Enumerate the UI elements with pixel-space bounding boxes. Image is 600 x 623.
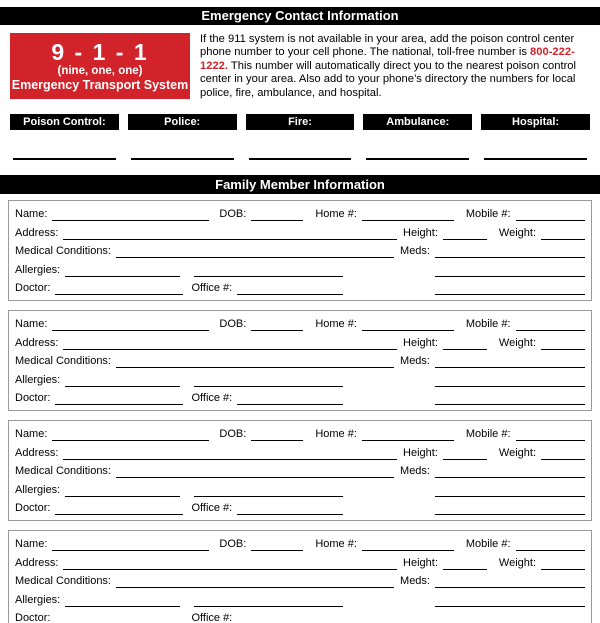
medical-conditions-row	[15, 575, 585, 588]
address-row	[15, 447, 585, 460]
height-label: Height:	[403, 556, 438, 569]
medical-conditions-line[interactable]	[116, 245, 394, 258]
medical-conditions-row	[15, 465, 585, 478]
office-number-line[interactable]	[237, 612, 343, 623]
address-line[interactable]	[63, 447, 397, 460]
allergies-line[interactable]	[65, 594, 180, 607]
address-label: Address:	[15, 336, 59, 349]
allergies-label: Allergies:	[15, 263, 61, 276]
office-number-label: Office #:	[191, 502, 233, 515]
weight-label: Weight:	[498, 336, 536, 349]
ambulance-line[interactable]	[366, 158, 469, 160]
911-words: (nine, one, one)	[57, 65, 143, 77]
medical-conditions-line[interactable]	[116, 465, 394, 478]
address-row	[15, 337, 585, 350]
dob-line[interactable]	[251, 208, 303, 221]
home-number-label: Home #:	[315, 428, 357, 441]
emergency-contacts-writein-row	[13, 158, 587, 160]
weight-line[interactable]	[541, 447, 585, 460]
address-row	[15, 227, 585, 240]
meds-line-2[interactable]	[435, 594, 585, 607]
spacer	[343, 502, 435, 515]
office-number-label: Office #:	[191, 282, 233, 295]
hospital-label: Hospital:	[481, 114, 590, 130]
poison-control-phone-number: 800-222-1222.	[200, 46, 575, 72]
doctor-label: Doctor:	[15, 392, 51, 405]
office-number-label: Office #:	[191, 392, 233, 405]
spacer	[343, 612, 435, 623]
police-line[interactable]	[131, 158, 234, 160]
doctor-line[interactable]	[55, 282, 183, 295]
name-line[interactable]	[52, 428, 209, 441]
doctor-row	[15, 282, 585, 295]
weight-label: Weight:	[498, 556, 536, 569]
911-badge	[10, 33, 190, 99]
dob-line[interactable]	[251, 538, 303, 551]
height-label: Height:	[403, 446, 438, 459]
name-row	[15, 428, 585, 441]
home-number-line[interactable]	[362, 428, 454, 441]
family-members-list	[8, 200, 592, 623]
name-label: Name:	[15, 318, 48, 331]
weight-label: Weight:	[498, 446, 536, 459]
allergies-label: Allergies:	[15, 483, 61, 496]
family-member-block	[8, 420, 592, 521]
allergies-line-2[interactable]	[194, 484, 343, 497]
fire-line[interactable]	[249, 158, 352, 160]
office-number-label: Office #:	[191, 612, 233, 623]
meds-line-3[interactable]	[435, 282, 585, 295]
office-number-line[interactable]	[237, 282, 343, 295]
dob-label: DOB:	[219, 428, 247, 441]
hospital-line[interactable]	[484, 158, 587, 160]
allergies-line[interactable]	[65, 374, 180, 387]
allergies-label: Allergies:	[15, 373, 61, 386]
doctor-label: Doctor:	[15, 502, 51, 515]
info-text-after: This number will automatically direct you to the nearest poison control center in your area. Also add to your phone’s directory the numbers for local police, fire, ambulance, and hospital.	[200, 59, 577, 99]
medical-conditions-label: Medical Conditions:	[15, 575, 111, 588]
allergies-line[interactable]	[65, 484, 180, 497]
meds-line-3[interactable]	[435, 612, 585, 623]
dob-label: DOB:	[219, 538, 247, 551]
meds-line-2[interactable]	[435, 484, 585, 497]
emergency-contacts-labels-row	[10, 114, 590, 130]
911-subtitle: Emergency Transport System	[11, 78, 189, 92]
address-label: Address:	[15, 226, 59, 239]
weight-label: Weight:	[498, 226, 536, 239]
meds-label: Meds:	[400, 245, 430, 258]
mobile-number-label: Mobile #:	[465, 538, 511, 551]
weight-line[interactable]	[541, 557, 585, 570]
home-number-label: Home #:	[315, 208, 357, 221]
medical-conditions-line[interactable]	[116, 575, 394, 588]
doctor-label: Doctor:	[15, 282, 51, 295]
dob-label: DOB:	[219, 318, 247, 331]
home-number-label: Home #:	[315, 318, 357, 331]
allergies-line-2[interactable]	[194, 594, 343, 607]
medical-conditions-label: Medical Conditions:	[15, 355, 111, 368]
name-row	[15, 538, 585, 551]
medical-conditions-label: Medical Conditions:	[15, 465, 111, 478]
fire-label: Fire:	[246, 114, 355, 130]
family-member-title: Family Member Information	[215, 177, 385, 193]
poison-control-label: Poison Control:	[10, 114, 119, 130]
name-label: Name:	[15, 208, 48, 221]
mobile-number-line[interactable]	[516, 208, 585, 221]
medical-conditions-row	[15, 355, 585, 368]
911-number: 9 - 1 - 1	[51, 39, 149, 65]
dob-line[interactable]	[251, 318, 303, 331]
allergies-line-2[interactable]	[194, 264, 343, 277]
spacer	[343, 594, 435, 607]
family-member-header-bar	[0, 175, 600, 194]
allergies-line-2[interactable]	[194, 374, 343, 387]
office-number-line[interactable]	[237, 392, 343, 405]
name-row	[15, 208, 585, 221]
family-member-block	[8, 310, 592, 411]
office-number-line[interactable]	[237, 502, 343, 515]
name-line[interactable]	[52, 538, 209, 551]
weight-line[interactable]	[541, 227, 585, 240]
address-row	[15, 557, 585, 570]
emergency-contact-title: Emergency Contact Information	[201, 8, 399, 23]
allergies-label: Allergies:	[15, 593, 61, 606]
meds-line-2[interactable]	[435, 264, 585, 277]
doctor-row	[15, 502, 585, 515]
allergies-row	[15, 594, 585, 607]
meds-line-3[interactable]	[435, 392, 585, 405]
family-member-block	[8, 530, 592, 623]
meds-line[interactable]	[435, 245, 585, 258]
mobile-number-label: Mobile #:	[465, 318, 511, 331]
mobile-number-line[interactable]	[516, 318, 585, 331]
emergency-contact-header-bar	[0, 7, 600, 25]
spacer	[343, 282, 435, 295]
address-label: Address:	[15, 446, 59, 459]
height-line[interactable]	[443, 557, 487, 570]
allergies-row	[15, 484, 585, 497]
meds-line[interactable]	[435, 575, 585, 588]
spacer	[343, 484, 435, 497]
height-label: Height:	[403, 336, 438, 349]
emergency-info-section	[10, 33, 590, 100]
name-row	[15, 318, 585, 331]
doctor-row	[15, 612, 585, 623]
spacer	[343, 264, 435, 277]
medical-conditions-label: Medical Conditions:	[15, 245, 111, 258]
home-number-label: Home #:	[315, 538, 357, 551]
mobile-number-label: Mobile #:	[465, 208, 511, 221]
meds-label: Meds:	[400, 465, 430, 478]
poison-control-line[interactable]	[13, 158, 116, 160]
doctor-line[interactable]	[55, 392, 183, 405]
doctor-row	[15, 392, 585, 405]
height-line[interactable]	[443, 447, 487, 460]
allergies-row	[15, 264, 585, 277]
dob-label: DOB:	[219, 208, 247, 221]
ambulance-label: Ambulance:	[363, 114, 472, 130]
allergies-line[interactable]	[65, 264, 180, 277]
height-line[interactable]	[443, 227, 487, 240]
home-number-line[interactable]	[362, 538, 454, 551]
height-label: Height:	[403, 226, 438, 239]
address-label: Address:	[15, 556, 59, 569]
medical-conditions-row	[15, 245, 585, 258]
poison-control-info-text	[200, 33, 590, 100]
name-line[interactable]	[52, 208, 209, 221]
meds-label: Meds:	[400, 355, 430, 368]
meds-label: Meds:	[400, 575, 430, 588]
spacer	[343, 392, 435, 405]
meds-line-2[interactable]	[435, 374, 585, 387]
dob-line[interactable]	[251, 428, 303, 441]
spacer	[343, 374, 435, 387]
height-line[interactable]	[443, 337, 487, 350]
name-label: Name:	[15, 428, 48, 441]
address-line[interactable]	[63, 337, 397, 350]
address-line[interactable]	[63, 227, 397, 240]
doctor-label: Doctor:	[15, 612, 51, 623]
weight-line[interactable]	[541, 337, 585, 350]
allergies-row	[15, 374, 585, 387]
name-line[interactable]	[52, 318, 209, 331]
name-label: Name:	[15, 538, 48, 551]
medical-conditions-line[interactable]	[116, 355, 394, 368]
address-line[interactable]	[63, 557, 397, 570]
doctor-line[interactable]	[55, 502, 183, 515]
home-number-line[interactable]	[362, 208, 454, 221]
meds-line[interactable]	[435, 465, 585, 478]
mobile-number-line[interactable]	[516, 538, 585, 551]
mobile-number-line[interactable]	[516, 428, 585, 441]
meds-line-3[interactable]	[435, 502, 585, 515]
police-label: Police:	[128, 114, 237, 130]
info-text-before: If the 911 system is not available in your area, add the poison control center phone number to your cell phone. The national, toll-free number is	[200, 33, 575, 59]
family-member-block	[8, 200, 592, 301]
mobile-number-label: Mobile #:	[465, 428, 511, 441]
home-number-line[interactable]	[362, 318, 454, 331]
meds-line[interactable]	[435, 355, 585, 368]
doctor-line[interactable]	[55, 612, 183, 623]
